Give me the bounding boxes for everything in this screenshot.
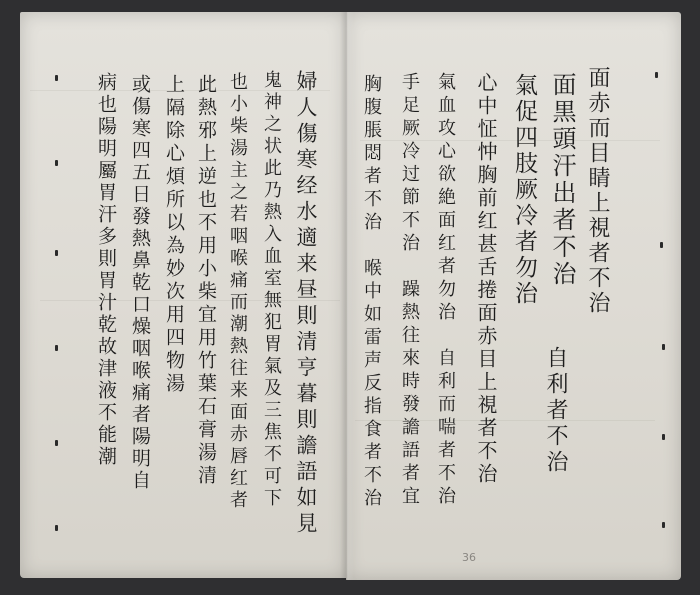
stitch-mark: [55, 440, 58, 446]
text-column: 氣促四肢厥冷者勿治: [511, 73, 537, 307]
text-column: 鬼神之状此乃熱入血室無犯胃氣及三焦不可下: [261, 70, 282, 510]
text-column: 婦人傷寒经水適来昼則清亨暮則譫語如見: [294, 70, 318, 538]
text-column: 胸腹脹悶者不治 喉中如雷声反指食者不治: [361, 74, 382, 511]
stitch-mark: [662, 344, 665, 350]
stitch-mark: [662, 522, 665, 528]
text-column: 或傷寒四五日發熱鼻乾口燥咽喉痛者陽明自: [129, 74, 151, 492]
text-column: 氣血攻心欲絶面红者勿治 自利而喘者不治: [435, 72, 456, 509]
text-column: 上隔除心煩所以為妙次用四物湯: [163, 74, 185, 396]
stitch-mark: [655, 72, 658, 78]
folio-number: 36: [462, 551, 476, 564]
stitch-mark: [662, 434, 665, 440]
text-column: 面黒頭汗出者不治: [548, 72, 576, 288]
stitch-mark: [55, 250, 58, 256]
stitch-mark: [660, 242, 663, 248]
margin-note: 自利者不治: [543, 346, 568, 476]
text-column: 面赤而目睛上視者不治: [585, 66, 610, 316]
stitch-mark: [55, 160, 58, 166]
text-column: 此熱邪上逆也不用小柴宜用竹葉石膏湯清: [195, 74, 217, 488]
stitch-mark: [55, 345, 58, 351]
text-column: 手足厥冷过節不治 躁熱往來時發譫語者宜: [399, 72, 420, 509]
stitch-mark: [55, 525, 58, 531]
stitch-mark: [55, 75, 58, 81]
text-column: 病也陽明屬胃汗多則胃汁乾故津液不能潮: [95, 72, 117, 468]
binding-gutter: [340, 12, 354, 580]
text-column: 心中怔忡胸前红甚舌捲面赤目上視者不治: [474, 72, 498, 486]
text-column: 也小柴湯主之若咽喉痛而潮熱往来面赤唇红者: [227, 72, 248, 512]
